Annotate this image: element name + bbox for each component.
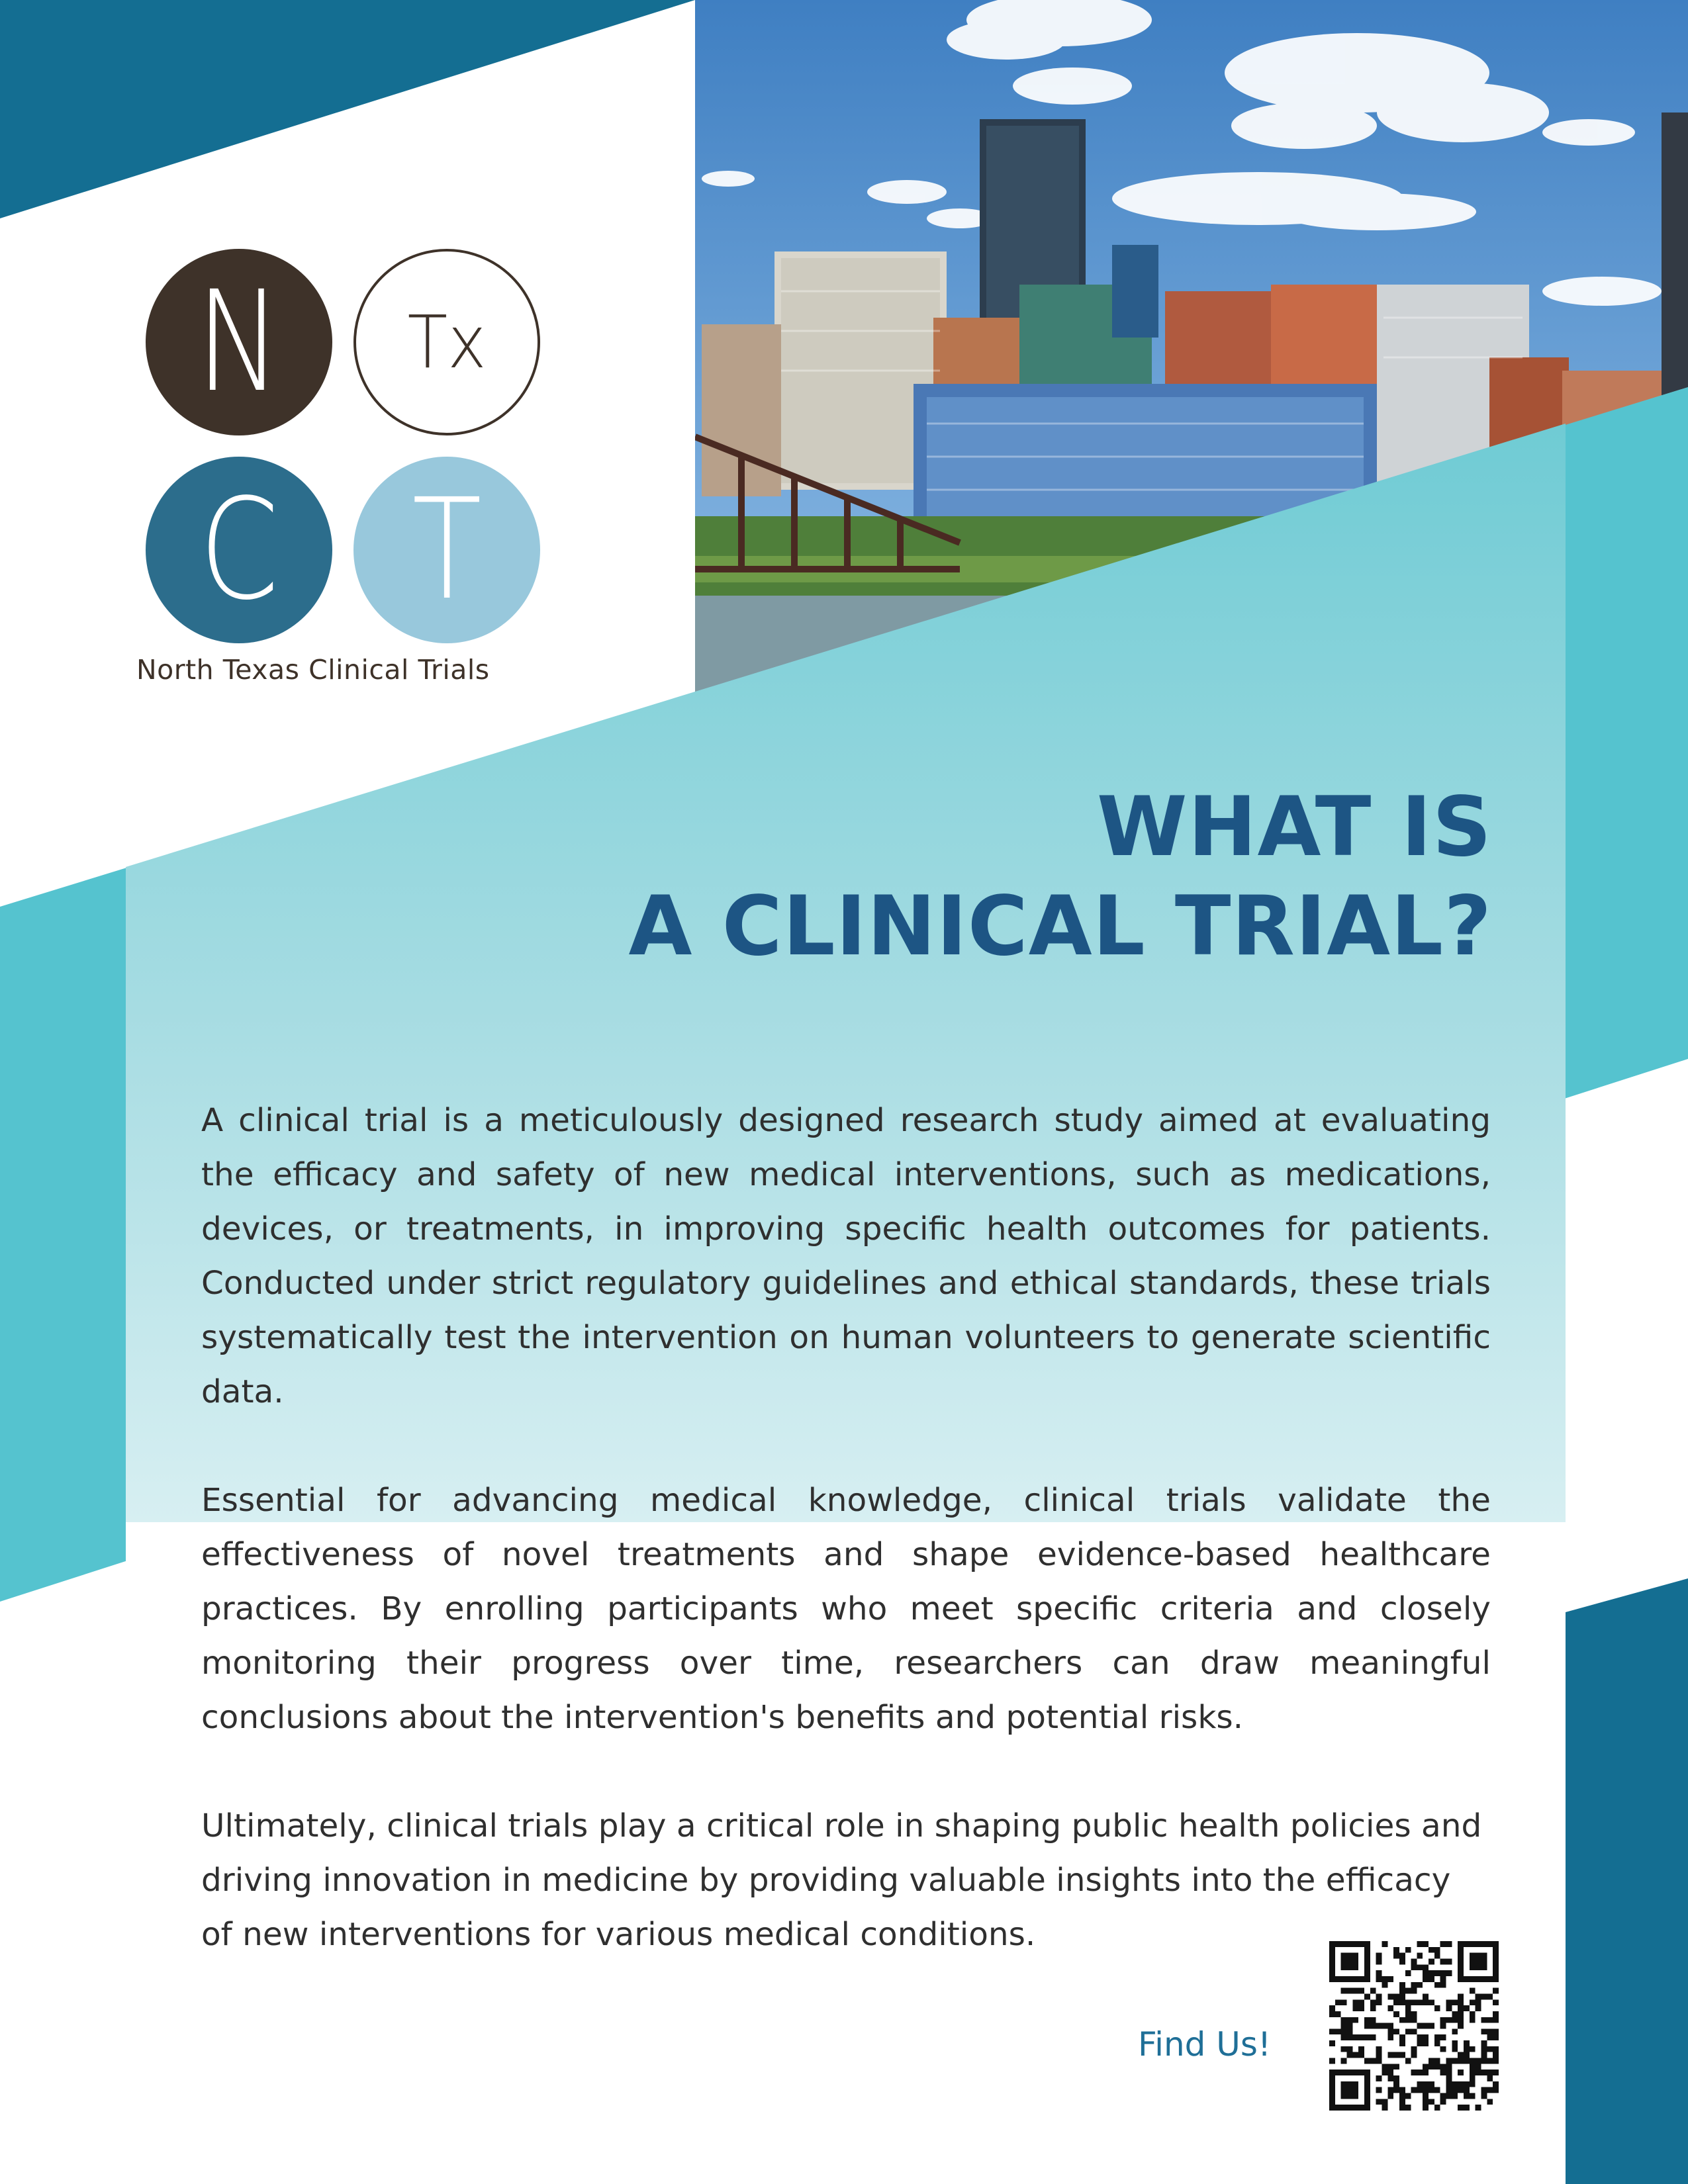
- qr-code-icon[interactable]: [1329, 1941, 1499, 2111]
- body-paragraph-3: Ultimately, clinical trials play a critical role in shaping public health policies and driving innovation in medicine by providing valuable insights into the efficacy of new interventions for various medical conditions.: [201, 1807, 1482, 1953]
- logo-letter-t: T: [412, 469, 482, 631]
- body-text: [201, 1093, 1491, 1962]
- find-us-label: Find Us!: [1137, 2025, 1271, 2064]
- logo-circle-tx: [353, 249, 540, 435]
- logo-letter-c: C: [199, 469, 279, 631]
- organization-name: North Texas Clinical Trials: [136, 654, 490, 686]
- page-title: [367, 778, 1492, 976]
- body-paragraph-2: Essential for advancing medical knowledge, clinical trials validate the effectiveness of novel treatments and shape evidence-based healthcare practices. By enrolling participants who meet specific criteria and closely monitoring their progress over time, researchers can draw meaningful conclusions about the intervention's benefits and potential risks.: [201, 1482, 1491, 1736]
- logo-letter-n: N: [196, 261, 282, 423]
- page-title-line-2: A CLINICAL TRIAL?: [628, 879, 1492, 974]
- logo-circle-c: [146, 457, 332, 643]
- logo-letter-tx: Tx: [407, 300, 487, 385]
- corner-shape-top-left: [0, 0, 695, 218]
- body-paragraph-1: A clinical trial is a meticulously designed research study aimed at evaluating the efficacy and safety of new medical interventions, such as medications, devices, or treatments, in improving specific health outcomes for patients. Conducted under strict regulatory guidelines and ethical standards, these trials systematically test the intervention on human volunteers to generate scientific data.: [201, 1102, 1491, 1410]
- logo-circle-n: [146, 249, 332, 435]
- corner-shape-bottom-right: [1566, 1578, 1688, 2184]
- logo-circle-t: [353, 457, 540, 643]
- page-title-line-1: WHAT IS: [1096, 780, 1492, 875]
